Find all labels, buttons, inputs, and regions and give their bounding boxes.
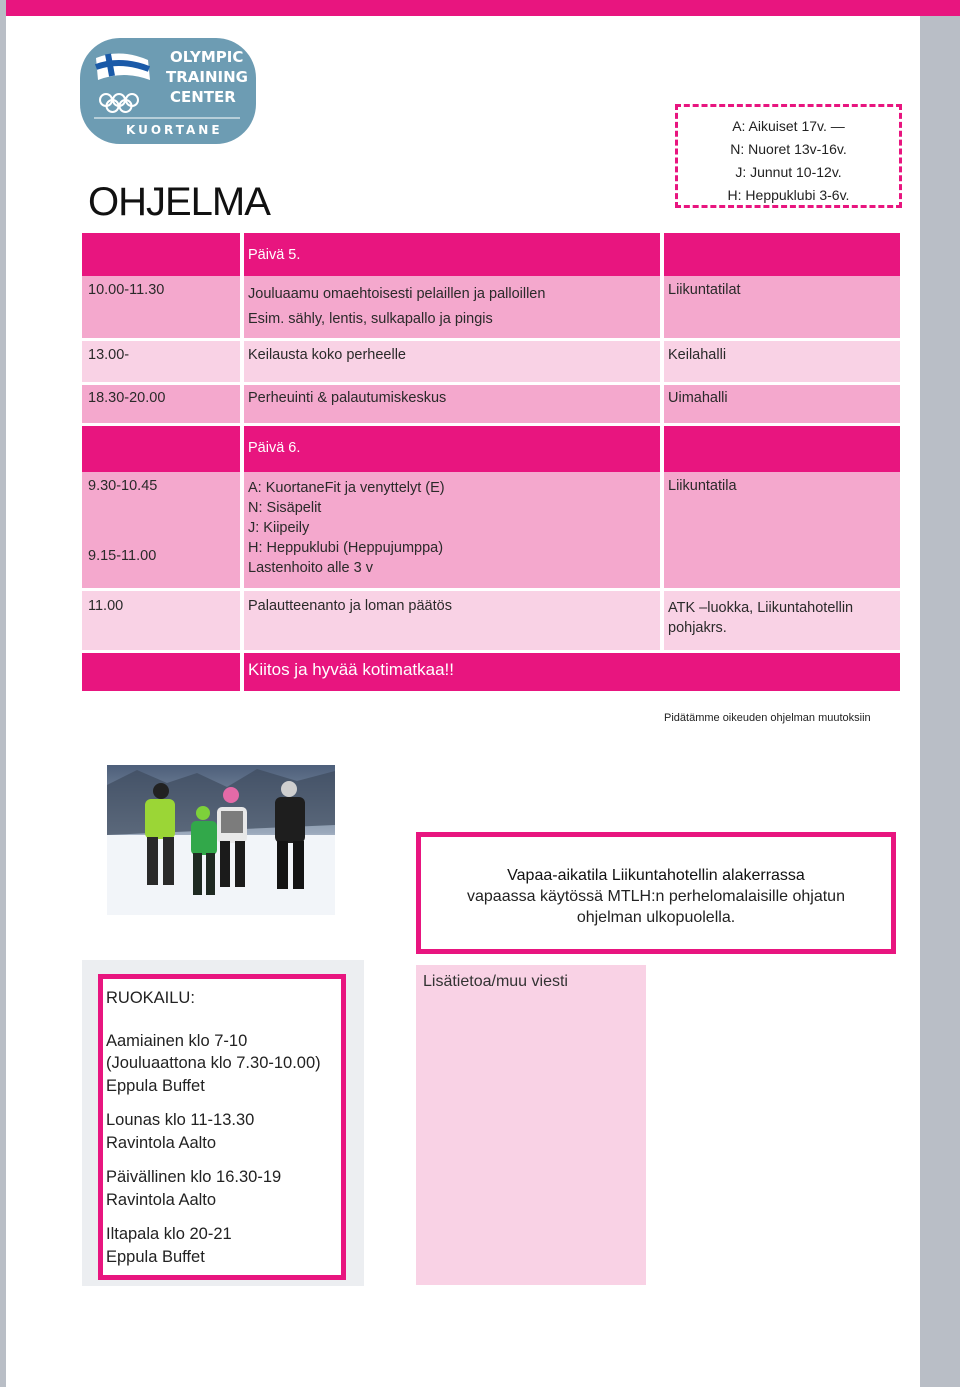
meal-line: Aamiainen klo 7-10	[106, 1031, 248, 1050]
activity-cell	[242, 276, 662, 339]
time-cell: 18.30-20.00	[88, 390, 166, 406]
activity-line: J: Kiipeily	[248, 520, 310, 536]
dinner-group	[106, 1166, 341, 1211]
legend-item: N: Nuoret 13v-16v.	[730, 141, 847, 157]
left-border	[0, 0, 6, 1387]
schedule-row	[82, 472, 900, 588]
place-line: pohjakrs.	[668, 620, 727, 636]
activity-line: A: KuortaneFit ja venyttelyt (E)	[248, 480, 445, 496]
place-line: ATK –luokka, Liikuntahotellin	[668, 600, 854, 616]
time-cell: 13.00-	[88, 347, 130, 363]
time-cell: 11.00	[88, 598, 124, 614]
day-header-row	[82, 426, 900, 472]
meal-line: Iltapala klo 20-21	[106, 1225, 232, 1243]
legend-item: H: Heppuklubi 3-6v.	[727, 187, 850, 203]
activity-cell: Keilausta koko perheelle	[248, 347, 406, 363]
meal-line: Ravintola Aalto	[106, 1190, 217, 1209]
activity-line: Lastenhoito alle 3 v	[248, 560, 373, 576]
farewell-row	[82, 653, 900, 691]
place-cell: Liikuntatilat	[668, 282, 741, 298]
additional-info-label: Lisätietoa/muu viesti	[423, 973, 568, 990]
schedule-row	[82, 385, 900, 423]
activity-line: H: Heppuklubi (Heppujumppa)	[248, 540, 444, 556]
meals-heading: RUOKAILU:	[106, 989, 195, 1007]
time-line: 9.15-11.00	[88, 548, 157, 564]
place-cell: Keilahalli	[668, 347, 727, 363]
farewell-text: Kiitos ja hyvää kotimatkaa!!	[248, 660, 454, 679]
place-cell	[662, 591, 900, 650]
meal-line: Päivällinen klo 16.30-19	[106, 1168, 282, 1186]
additional-info-box	[416, 965, 646, 1285]
meal-line: Eppula Buffet	[106, 1076, 205, 1095]
activity-cell: Palautteenanto ja loman päätös	[248, 598, 452, 614]
place-cell: Uimahalli	[668, 390, 728, 406]
disclaimer-note: Pidätämme oikeuden ohjelman muutoksiin	[664, 712, 871, 724]
lunch-group	[106, 1109, 341, 1154]
info-line: ohjelman ulkopuolella.	[576, 909, 736, 926]
right-border-top	[920, 0, 960, 16]
place-cell: Liikuntatila	[668, 478, 737, 494]
time-cell	[82, 472, 242, 588]
day-label: Päivä 5.	[248, 247, 301, 263]
activity-line: Jouluaamu omaehtoisesti pelaillen ja palloillen	[248, 286, 546, 302]
day-label: Päivä 6.	[248, 440, 301, 456]
info-title: Vapaa-aikatila Liikuntahotellin alakerrassa	[507, 867, 805, 884]
breakfast-group	[106, 1030, 341, 1098]
family-winter-photo	[107, 765, 335, 915]
schedule-row	[82, 591, 900, 650]
leisure-room-info-box	[416, 832, 896, 954]
info-line: vapaassa käytössä MTLH:n perhelomalaisille ohjatun	[467, 888, 845, 905]
meal-line: Ravintola Aalto	[106, 1133, 217, 1152]
activity-line: N: Sisäpelit	[248, 500, 322, 516]
top-border	[0, 0, 960, 16]
activity-line: Esim. sähly, lentis, sulkapallo ja pingis	[248, 311, 493, 327]
page-title: OHJELMA	[88, 180, 270, 224]
activity-cell	[242, 472, 662, 588]
time-line: 9.30-10.45	[88, 478, 158, 494]
olympic-training-center-logo	[80, 38, 256, 144]
meal-line: Lounas klo 11-13.30	[106, 1111, 255, 1129]
age-group-legend	[675, 104, 902, 208]
svg-text:KUORTANE: KUORTANE	[126, 123, 223, 137]
evening-snack-group	[106, 1223, 341, 1268]
right-border	[920, 16, 960, 1387]
svg-text:OLYMPIC: OLYMPIC	[170, 48, 244, 66]
schedule-row	[82, 276, 900, 339]
svg-text:CENTER: CENTER	[170, 88, 236, 106]
meal-line: Eppula Buffet	[106, 1247, 205, 1266]
legend-item: A: Aikuiset 17v. —	[732, 118, 845, 134]
time-cell: 10.00-11.30	[88, 282, 165, 298]
svg-text:TRAINING: TRAINING	[166, 68, 248, 86]
schedule-row	[82, 341, 900, 382]
activity-cell: Perheuinti & palautumiskeskus	[248, 390, 447, 406]
meal-line: (Jouluaattona klo 7.30-10.00)	[106, 1054, 321, 1072]
legend-item: J: Junnut 10-12v.	[735, 164, 842, 180]
day-header-row	[82, 233, 900, 276]
meals-box	[98, 974, 346, 1280]
